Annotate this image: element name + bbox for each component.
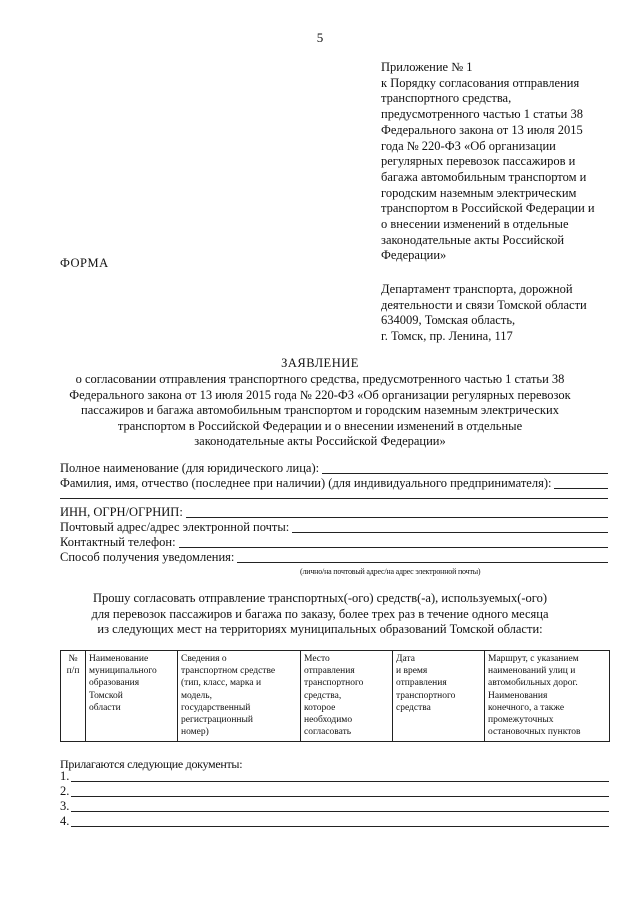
table-header-line: регистрационный xyxy=(181,715,253,726)
table-header-line: государственный xyxy=(181,702,251,713)
table-header-line: (тип, класс, марка и xyxy=(181,678,262,689)
table-header-line: № xyxy=(68,654,78,664)
table-header-line: автомобильных дорог. xyxy=(488,678,578,689)
table-header-line: конечного, а также xyxy=(488,702,565,713)
inn-label: ИНН, ОГРН/ОГРНИП: xyxy=(60,505,183,519)
attachment-line[interactable] xyxy=(71,800,609,812)
table-header-line: модель, xyxy=(181,690,212,701)
table-header-line: Наименование xyxy=(89,654,149,664)
appendix-line: Федерального закона от 13 июля 2015 xyxy=(381,122,583,137)
table-header-line: согласовать xyxy=(304,727,352,738)
appendix-line: законодательные акты Российской xyxy=(381,232,565,247)
inn-line[interactable] xyxy=(186,506,608,518)
notify-field[interactable] xyxy=(60,550,608,565)
table-header-line: транспортного xyxy=(304,678,364,689)
page-number: 5 xyxy=(316,30,324,45)
table-header-line: Сведения о xyxy=(181,654,227,664)
table-header-line: транспортном средстве xyxy=(181,666,276,677)
statement-subtitle-line: законодательные акты Российской Федерации» xyxy=(194,434,446,448)
notify-line[interactable] xyxy=(237,551,608,563)
appendix-line: транспортного средства, xyxy=(381,91,512,106)
table-header-line: наименований улиц и xyxy=(488,666,576,677)
appendix-line: багажа автомобильным транспортом и xyxy=(381,169,587,184)
table-header-line: отправления xyxy=(396,678,447,689)
attachment-line[interactable] xyxy=(71,785,609,797)
table-header-route xyxy=(485,651,610,742)
appendix-line: к Порядку согласования отправления xyxy=(381,75,580,90)
inn-field[interactable] xyxy=(60,505,608,520)
statement-subtitle-line: пассажиров и багажа автомобильным транспортом и городским наземным электрических xyxy=(81,403,559,417)
table-header-line: остановочных пунктов xyxy=(488,727,581,738)
attachment-number: 4. xyxy=(60,814,70,828)
table-header-line: средства xyxy=(396,702,431,713)
table-header-line: отправления xyxy=(304,666,355,677)
appendix-line: городским наземным электрическим xyxy=(381,185,577,200)
department-line: деятельности и связи Томской области xyxy=(381,297,587,312)
fio-field[interactable] xyxy=(60,476,608,491)
request-line: Прошу согласовать отправление транспортных(-ого) средств(-а), используемых(-ого) xyxy=(92,591,548,605)
attachment-line[interactable] xyxy=(71,770,609,782)
address-line[interactable] xyxy=(292,521,608,533)
departure-table xyxy=(60,650,610,742)
table-header-line: номер) xyxy=(181,727,209,738)
department-line: Департамент транспорта, дорожной xyxy=(381,282,573,296)
table-header-line: которое xyxy=(304,702,336,713)
statement-subtitle-line: о согласовании отправления транспортного средства, предусмотренного частью 1 статьи 38 xyxy=(75,372,565,386)
attachment-line[interactable] xyxy=(71,815,609,827)
phone-line[interactable] xyxy=(179,536,608,548)
appendix-line: предусмотренного частью 1 статьи 38 xyxy=(381,107,583,122)
table-header-line: средства, xyxy=(304,690,342,701)
table-header-line: Место xyxy=(304,654,330,664)
statement-subtitle xyxy=(40,372,600,450)
statement-subtitle-line: Федерального закона от 13 июля 2015 года № 220-ФЗ «Об организации регулярных перевозок xyxy=(69,387,571,402)
table-header-line: Маршрут, с указанием xyxy=(488,654,579,664)
statement-title: ЗАЯВЛЕНИЕ xyxy=(281,356,359,370)
appendix-line: года № 220-ФЗ «Об организации xyxy=(381,138,556,153)
attachment-number: 3. xyxy=(60,799,70,813)
department-line: 634009, Томская область, xyxy=(381,313,516,328)
attachment-item[interactable] xyxy=(60,814,609,829)
table-header-line: муниципального xyxy=(89,666,157,677)
table-header-line: Наименования xyxy=(488,690,548,701)
table-header-datetime xyxy=(393,651,485,742)
full-name-line[interactable] xyxy=(322,462,608,474)
attachment-number: 1. xyxy=(60,769,70,783)
full-name-label: Полное наименование (для юридического лица): xyxy=(60,461,320,475)
appendix-line: Федерации» xyxy=(381,248,447,263)
appendix-block xyxy=(381,60,621,264)
phone-label: Контактный телефон: xyxy=(60,535,176,549)
address-field[interactable] xyxy=(60,520,608,535)
table-header-number xyxy=(61,651,86,742)
table-header-line: транспортного xyxy=(396,690,456,701)
request-text xyxy=(40,591,600,638)
table-header-line: необходимо xyxy=(304,715,353,726)
full-name-field[interactable] xyxy=(60,461,608,476)
fio-continuation-line[interactable] xyxy=(60,498,608,499)
notify-hint: (лично/на почтовый адрес/на адрес электронной почты) xyxy=(300,567,481,576)
attachment-item[interactable] xyxy=(60,784,609,799)
department-address xyxy=(381,282,621,345)
table-header-line: промежуточных xyxy=(488,715,554,726)
fio-line[interactable] xyxy=(554,477,608,489)
table-header-municipality xyxy=(86,651,178,742)
request-line: из следующих мест на территориях муниципальных образований Томской области: xyxy=(97,622,543,637)
address-label: Почтовый адрес/адрес электронной почты: xyxy=(60,520,290,534)
attachments-title: Прилагаются следующие документы: xyxy=(60,757,243,771)
appendix-line: Приложение № 1 xyxy=(381,60,473,74)
attachment-item[interactable] xyxy=(60,769,609,784)
table-header-line: Томской xyxy=(89,690,123,701)
appendix-line: регулярных перевозок пассажиров и xyxy=(381,154,576,169)
table-header-line: области xyxy=(89,702,121,713)
table-header-vehicle xyxy=(178,651,301,742)
table-header-line: и время xyxy=(396,666,428,677)
attachment-number: 2. xyxy=(60,784,70,798)
request-line: для перевозок пассажиров и багажа по заказу, более трех раз в течение одного месяца xyxy=(91,606,549,621)
phone-field[interactable] xyxy=(60,535,608,550)
notify-label: Способ получения уведомления: xyxy=(60,550,235,564)
table-header-line: п/п xyxy=(66,666,80,677)
appendix-line: о внесении изменений в отдельные xyxy=(381,217,569,232)
table-header-departure-place xyxy=(301,651,393,742)
table-header-line: Дата xyxy=(396,654,415,664)
form-label: ФОРМА xyxy=(60,256,109,270)
fio-label: Фамилия, имя, отчество (последнее при наличии) (для индивидуального предпринимателя): xyxy=(60,476,552,490)
appendix-line: транспортом в Российской Федерации и xyxy=(381,201,595,216)
attachment-item[interactable] xyxy=(60,799,609,814)
table-header-line: образования xyxy=(89,678,140,689)
table-header-row xyxy=(61,651,610,742)
department-line: г. Томск, пр. Ленина, 117 xyxy=(381,329,513,344)
statement-subtitle-line: транспортом в Российской Федерации и о внесении изменений в отдельные xyxy=(117,418,523,433)
